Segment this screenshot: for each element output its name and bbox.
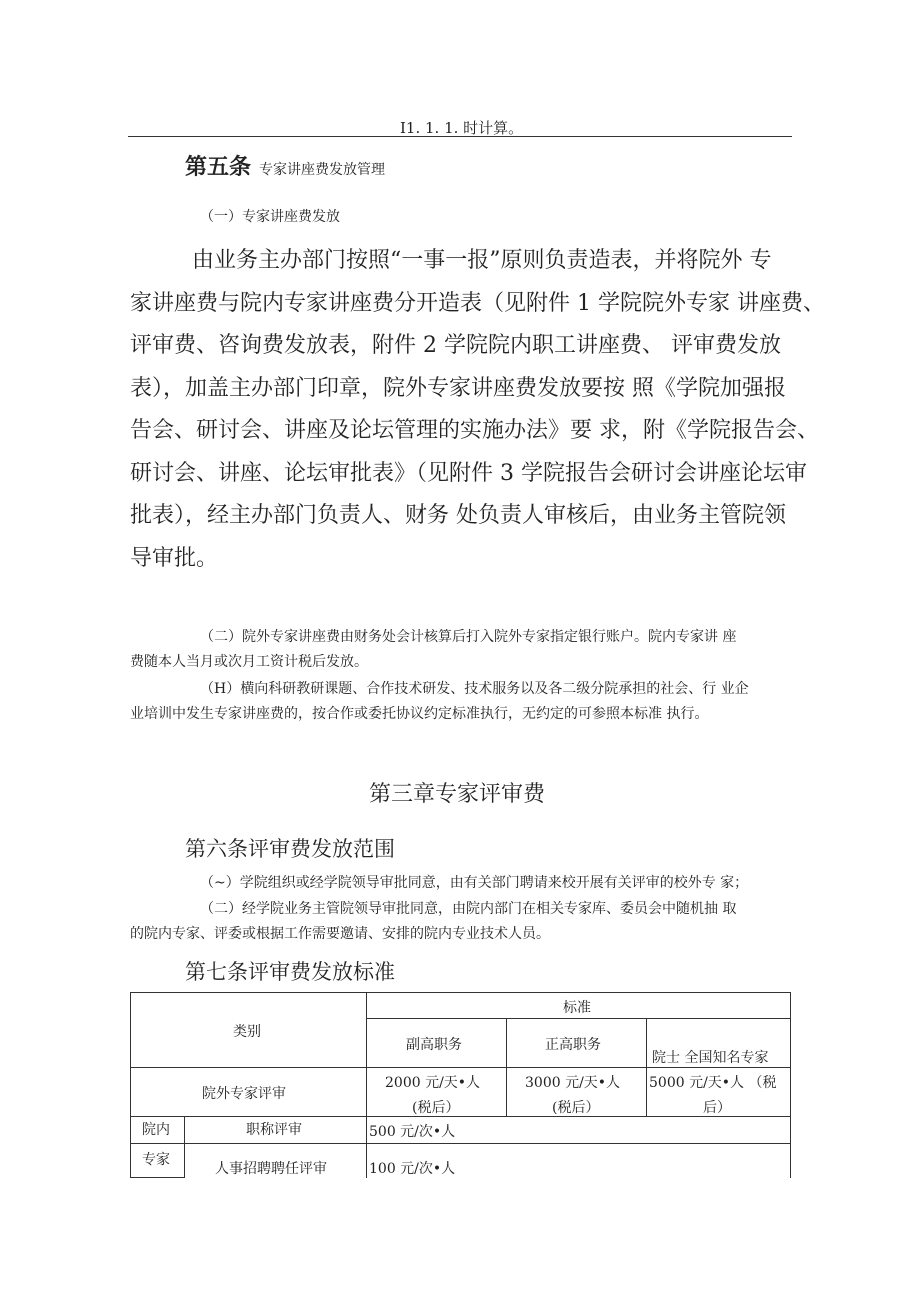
- table-col-full: 正高职务: [545, 1037, 601, 1053]
- article-6-item1: [130, 871, 810, 896]
- row-external-v1: 2000 元/天•人: [385, 1075, 481, 1091]
- paragraph-line: 批表），经主办部门负责人、财务 处负责人审核后，由业务主管院领: [130, 503, 786, 528]
- article-5-number: 第五条: [185, 155, 252, 180]
- item2-line: （二）经学院业务主管院领导审批同意，由院内部门在相关专家库、委员会中随机抽 取: [200, 901, 737, 917]
- row-external-v3-note: 后）: [703, 1100, 731, 1116]
- sub3-line: 业培训中发生专家讲座费的，按合作或委托协议约定标准执行，无约定的可参照本标准 执行。: [130, 706, 709, 722]
- article-5-sub1: （一）专家讲座费发放: [200, 209, 340, 225]
- row-external-v1-note: (税后）: [412, 1100, 460, 1116]
- item2-line: 的院内专家、评委或根据工作需要邀请、安排的院内专业技术人员。: [130, 926, 550, 942]
- table-col-associate: 副高职务: [406, 1037, 462, 1053]
- table-rule: [130, 1177, 185, 1178]
- paragraph-line: 告会、研讨会、讲座及论坛管理的实施办法》要 求，附《学院报告会、: [130, 418, 819, 443]
- row-recruit-review-value: 100 元/次•人: [369, 1161, 456, 1177]
- paragraph-line: 表），加盖主办部门印章，院外专家讲座费发放要按 照《学院加强报: [130, 375, 786, 401]
- table-header-category: 类别: [233, 1024, 261, 1040]
- paragraph-line: 家讲座费与院内专家讲座费分开造表（见附件 1 学院院外专家 讲座费、: [130, 290, 825, 316]
- table-border-top: [130, 992, 791, 993]
- row-external-label: 院外专家评审: [202, 1086, 286, 1102]
- table-border-right: [790, 992, 791, 1178]
- paragraph-line: 导审批。: [130, 545, 219, 571]
- item1-line: （~）学院组织或经学院领导审批同意，由有关部门聘请来校开展有关评审的校外专 家；: [200, 875, 749, 891]
- sub2-line: 费随本人当月或次月工资计税后发放。: [130, 654, 368, 670]
- table-rule: [130, 1067, 791, 1068]
- page-header: I1. 1. 1. 时计算。: [400, 119, 524, 137]
- article-5-title: 专家讲座费发放管理: [259, 162, 386, 178]
- table-rule: [366, 992, 367, 1178]
- table-header-standard: 标准: [563, 1000, 591, 1016]
- sub2-line: （二）院外专家讲座费由财务处会计核算后打入院外专家指定银行账户。院内专家讲 座: [200, 629, 737, 645]
- chapter-3-title: 第三章专家评审费: [369, 782, 546, 807]
- row-external-v3: 5000 元/天•人 （税: [649, 1075, 777, 1091]
- row-external-v2: 3000 元/天•人: [525, 1075, 621, 1091]
- row-title-review-label: 职称评审: [246, 1122, 302, 1138]
- article-5-paragraph: [130, 240, 825, 580]
- sub3-line: （H）横向科研教研课题、合作技术研发、技术服务以及各二级分院承担的社会、行 业企: [200, 681, 749, 697]
- table-rule: [184, 1116, 185, 1178]
- row-recruit-review-label: 人事招聘聘任评审: [215, 1161, 327, 1177]
- article-7-title: 第七条评审费发放标准: [185, 960, 395, 984]
- table-rule: [130, 1116, 791, 1117]
- table-rule: [366, 1018, 791, 1019]
- row-title-review-value: 500 元/次•人: [369, 1124, 456, 1140]
- inner-expert-label-1: 院内: [142, 1122, 170, 1138]
- row-external-v2-note: (税后）: [552, 1100, 600, 1116]
- table-rule: [506, 1018, 507, 1116]
- article-5-sub3: [130, 677, 810, 727]
- paragraph-line: 评审费、咨询费发放表，附件 2 学院院内职工讲座费、 评审费发放: [130, 333, 781, 358]
- paragraph-line: 研讨会、讲座、论坛审批表》（见附件 3 学院报告会研讨会讲座论坛审: [130, 460, 807, 486]
- article-6-title: 第六条评审费发放范围: [185, 837, 395, 861]
- header-rule: [128, 136, 792, 137]
- article-5-heading: [185, 150, 385, 181]
- inner-expert-label-2: 专家: [142, 1152, 170, 1168]
- table-col-academician: 院士 全国知名专家: [652, 1050, 769, 1066]
- table-border-left: [130, 992, 131, 1178]
- table-rule: [646, 1018, 647, 1116]
- article-5-sub2: [130, 625, 810, 675]
- article-6-item2: [130, 897, 810, 947]
- table-rule: [130, 1143, 791, 1144]
- paragraph-line: 由业务主办部门按照“一事一报”原则负责造表，并将院外 专: [192, 248, 772, 273]
